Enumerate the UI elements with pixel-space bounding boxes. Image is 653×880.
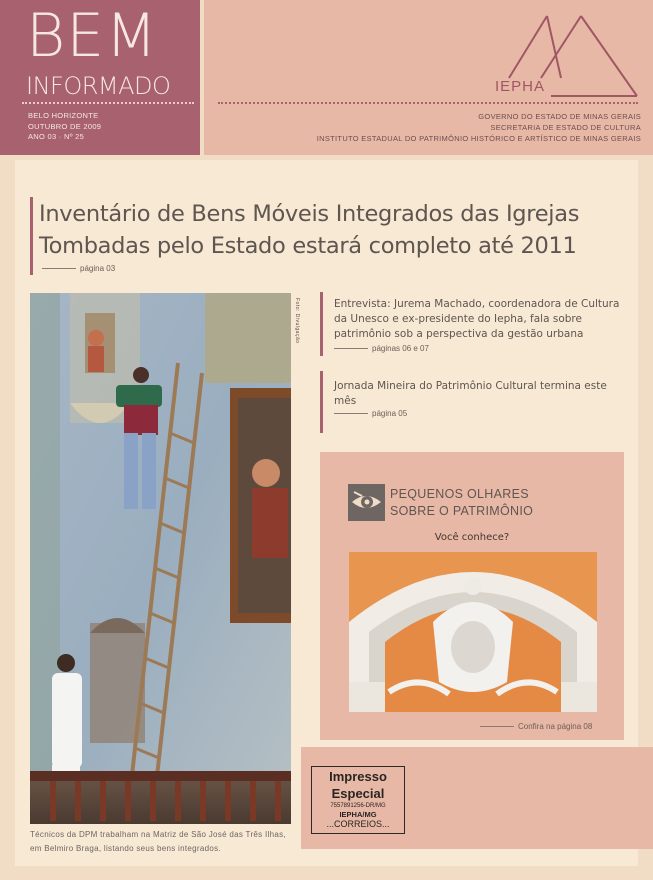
headline-accent-bar: [30, 197, 33, 275]
ref-rule: [480, 726, 514, 727]
issue-date: OUTUBRO DE 2009: [28, 121, 102, 131]
dotted-divider: [218, 102, 638, 104]
photo-caption: Técnicos da DPM trabalham na Matriz de São José das Três Ilhas, em Belmiro Braga, listando seus bens integrados.: [30, 830, 286, 853]
stamp-title-line: Impresso: [329, 769, 387, 784]
eye-icon: [348, 484, 385, 521]
main-photo: [30, 293, 291, 824]
logo-informado-text: INFORMADO: [26, 72, 171, 100]
issue-info: [28, 111, 101, 143]
gov-line: SECRETARIA DE ESTADO DE CULTURA: [490, 123, 641, 132]
story-jornada[interactable]: [334, 379, 624, 409]
ref-rule: [42, 268, 76, 269]
issue-number: ANO 03 · Nº 25: [28, 132, 85, 141]
ref-rule: [334, 413, 368, 414]
story-interview[interactable]: [334, 297, 624, 342]
po-page-ref[interactable]: [480, 722, 592, 731]
ref-text: páginas 06 e 07: [372, 344, 429, 353]
story-accent-bar: [320, 371, 323, 433]
ref-text: página 03: [80, 264, 116, 273]
headline-page-ref[interactable]: [42, 264, 115, 273]
ref-text: Confira na página 08: [518, 722, 593, 731]
iepha-wordmark: IEPHA: [495, 78, 546, 95]
story-jornada-page-ref[interactable]: [334, 409, 407, 418]
dotted-divider: [22, 102, 194, 104]
po-question: Você conhece?: [434, 532, 510, 543]
story-accent-bar: [320, 292, 323, 356]
pequenos-olhares-box[interactable]: [320, 452, 624, 740]
gov-line: INSTITUTO ESTADUAL DO PATRIMÔNIO HISTÓRICO E ARTÍSTICO DE MINAS GERAIS: [316, 134, 641, 143]
story-text: Jornada Mineira do Patrimônio Cultural termina este mês: [334, 380, 607, 407]
masthead-publisher-panel: [204, 0, 653, 155]
headline-line: Inventário de Bens Móveis Integrados das Igrejas: [39, 201, 580, 227]
photo-credit: Foto: Divulgação: [294, 298, 300, 344]
mail-stamp-box: [301, 747, 653, 849]
headline-line: Tombadas pelo Estado estará completo até 2011: [39, 233, 577, 259]
government-credits: [317, 111, 641, 144]
issue-city: BELO HORIZONTE: [28, 111, 99, 120]
stamp-title-line: Especial: [331, 786, 385, 801]
stamp-carrier: ...CORREIOS...: [326, 819, 390, 829]
story-interview-page-ref[interactable]: [334, 344, 429, 353]
ornament-photo: [349, 552, 597, 712]
stamp-org: IEPHA/MG: [339, 810, 377, 819]
main-headline[interactable]: [39, 198, 639, 262]
ref-rule: [334, 348, 368, 349]
ref-text: página 05: [372, 409, 408, 418]
stamp-code: 7557891256-DR/MG: [330, 803, 386, 809]
po-title-line: SOBRE O PATRIMÔNIO: [390, 504, 534, 518]
gov-line: GOVERNO DO ESTADO DE MINAS GERAIS: [478, 112, 641, 121]
masthead-logo-panel: [0, 0, 200, 155]
impresso-especial-stamp: [311, 766, 405, 834]
pequenos-olhares-title: [390, 486, 533, 520]
logo-bem-text: BEM: [26, 1, 158, 71]
church-interior-illustration: [30, 293, 291, 824]
story-text: Entrevista: Jurema Machado, coordenadora de Cultura da Unesco e ex-presidente do Iepha, fala sobre patrimônio sob a perspectiva da gestão urbana: [334, 298, 620, 340]
po-title-line: PEQUENOS OLHARES: [390, 487, 529, 501]
